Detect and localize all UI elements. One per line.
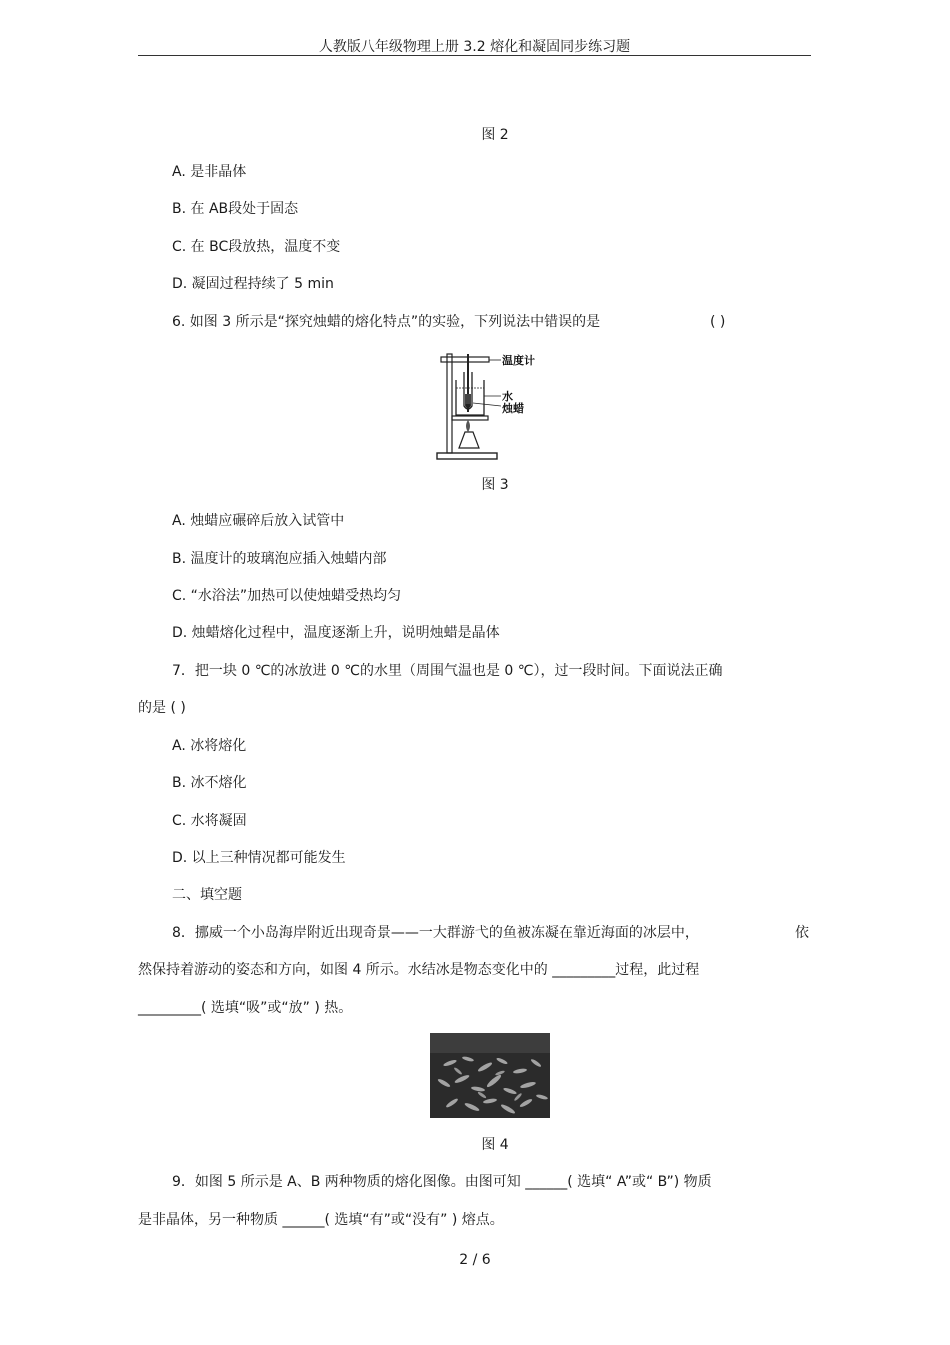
q7-option-a: A. 冰将熔化 xyxy=(172,738,247,754)
q8-line1: 8．挪威一个小岛海岸附近出现奇景——一大群游弋的鱼被冻凝在靠近海面的冰层中， xyxy=(172,925,699,941)
q5-option-b: B. 在 AB段处于固态 xyxy=(172,201,299,217)
figure-3-apparatus xyxy=(435,348,555,463)
q6-option-a: A. 烛蜡应碾碎后放入试管中 xyxy=(172,513,345,529)
q7-stem-line1: 7．把一块 0 ℃的冰放进 0 ℃的水里（周围气温也是 0 ℃），过一段时间。下面说法正确 xyxy=(172,663,723,679)
q6-option-d: D. 烛蜡熔化过程中，温度逐渐上升，说明烛蜡是晶体 xyxy=(172,625,500,641)
q8-line2: 然保持着游动的姿态和方向，如图 4 所示。水结冰是物态变化中的 _________过程，此过程 xyxy=(138,962,700,978)
q5-option-c: C. 在 BC段放热，温度不变 xyxy=(172,239,341,255)
q8-line3: _________( 选填“吸”或“放” ) 热。 xyxy=(138,1000,353,1016)
figure-4-caption: 图 4 xyxy=(481,1137,509,1153)
q7-stem-line2: 的是 ( ) xyxy=(138,700,186,716)
q5-option-d: D. 凝固过程持续了 5 min xyxy=(172,276,334,292)
page-header: 人教版八年级物理上册 3.2 熔化和凝固同步练习题 xyxy=(318,39,631,55)
q7-option-d: D. 以上三种情况都可能发生 xyxy=(172,850,346,866)
q8-line1-tail: 依 xyxy=(795,925,809,941)
figure-4-fish-photo xyxy=(430,1033,550,1118)
label-thermometer: 温度计 xyxy=(502,354,535,367)
label-wax: 烛蜡 xyxy=(502,402,524,415)
q6-stem: 6. 如图 3 所示是“探究烛蜡的熔化特点”的实验，下列说法中错误的是 xyxy=(172,314,601,330)
header-rule xyxy=(138,55,811,56)
q7-option-c: C. 水将凝固 xyxy=(172,813,247,829)
section-title-fill-in: 二、填空题 xyxy=(172,887,242,903)
label-water: 水 xyxy=(502,390,513,403)
q6-answer-paren: ( ) xyxy=(710,314,726,330)
q6-option-b: B. 温度计的玻璃泡应插入烛蜡内部 xyxy=(172,551,387,567)
q7-option-b: B. 冰不熔化 xyxy=(172,775,247,791)
page-number: 2 / 6 xyxy=(459,1252,491,1268)
q9-line1: 9．如图 5 所示是 A、B 两种物质的熔化图像。由图可知 ______( 选填“ A”或“ B”) 物质 xyxy=(172,1174,712,1190)
figure-2-caption: 图 2 xyxy=(481,127,509,143)
q9-line2: 是非晶体，另一种物质 ______( 选填“有”或“没有” ) 熔点。 xyxy=(138,1212,504,1228)
q6-option-c: C. “水浴法”加热可以使烛蜡受热均匀 xyxy=(172,588,402,604)
q5-option-a: A. 是非晶体 xyxy=(172,164,247,180)
figure-3-caption: 图 3 xyxy=(481,477,509,493)
